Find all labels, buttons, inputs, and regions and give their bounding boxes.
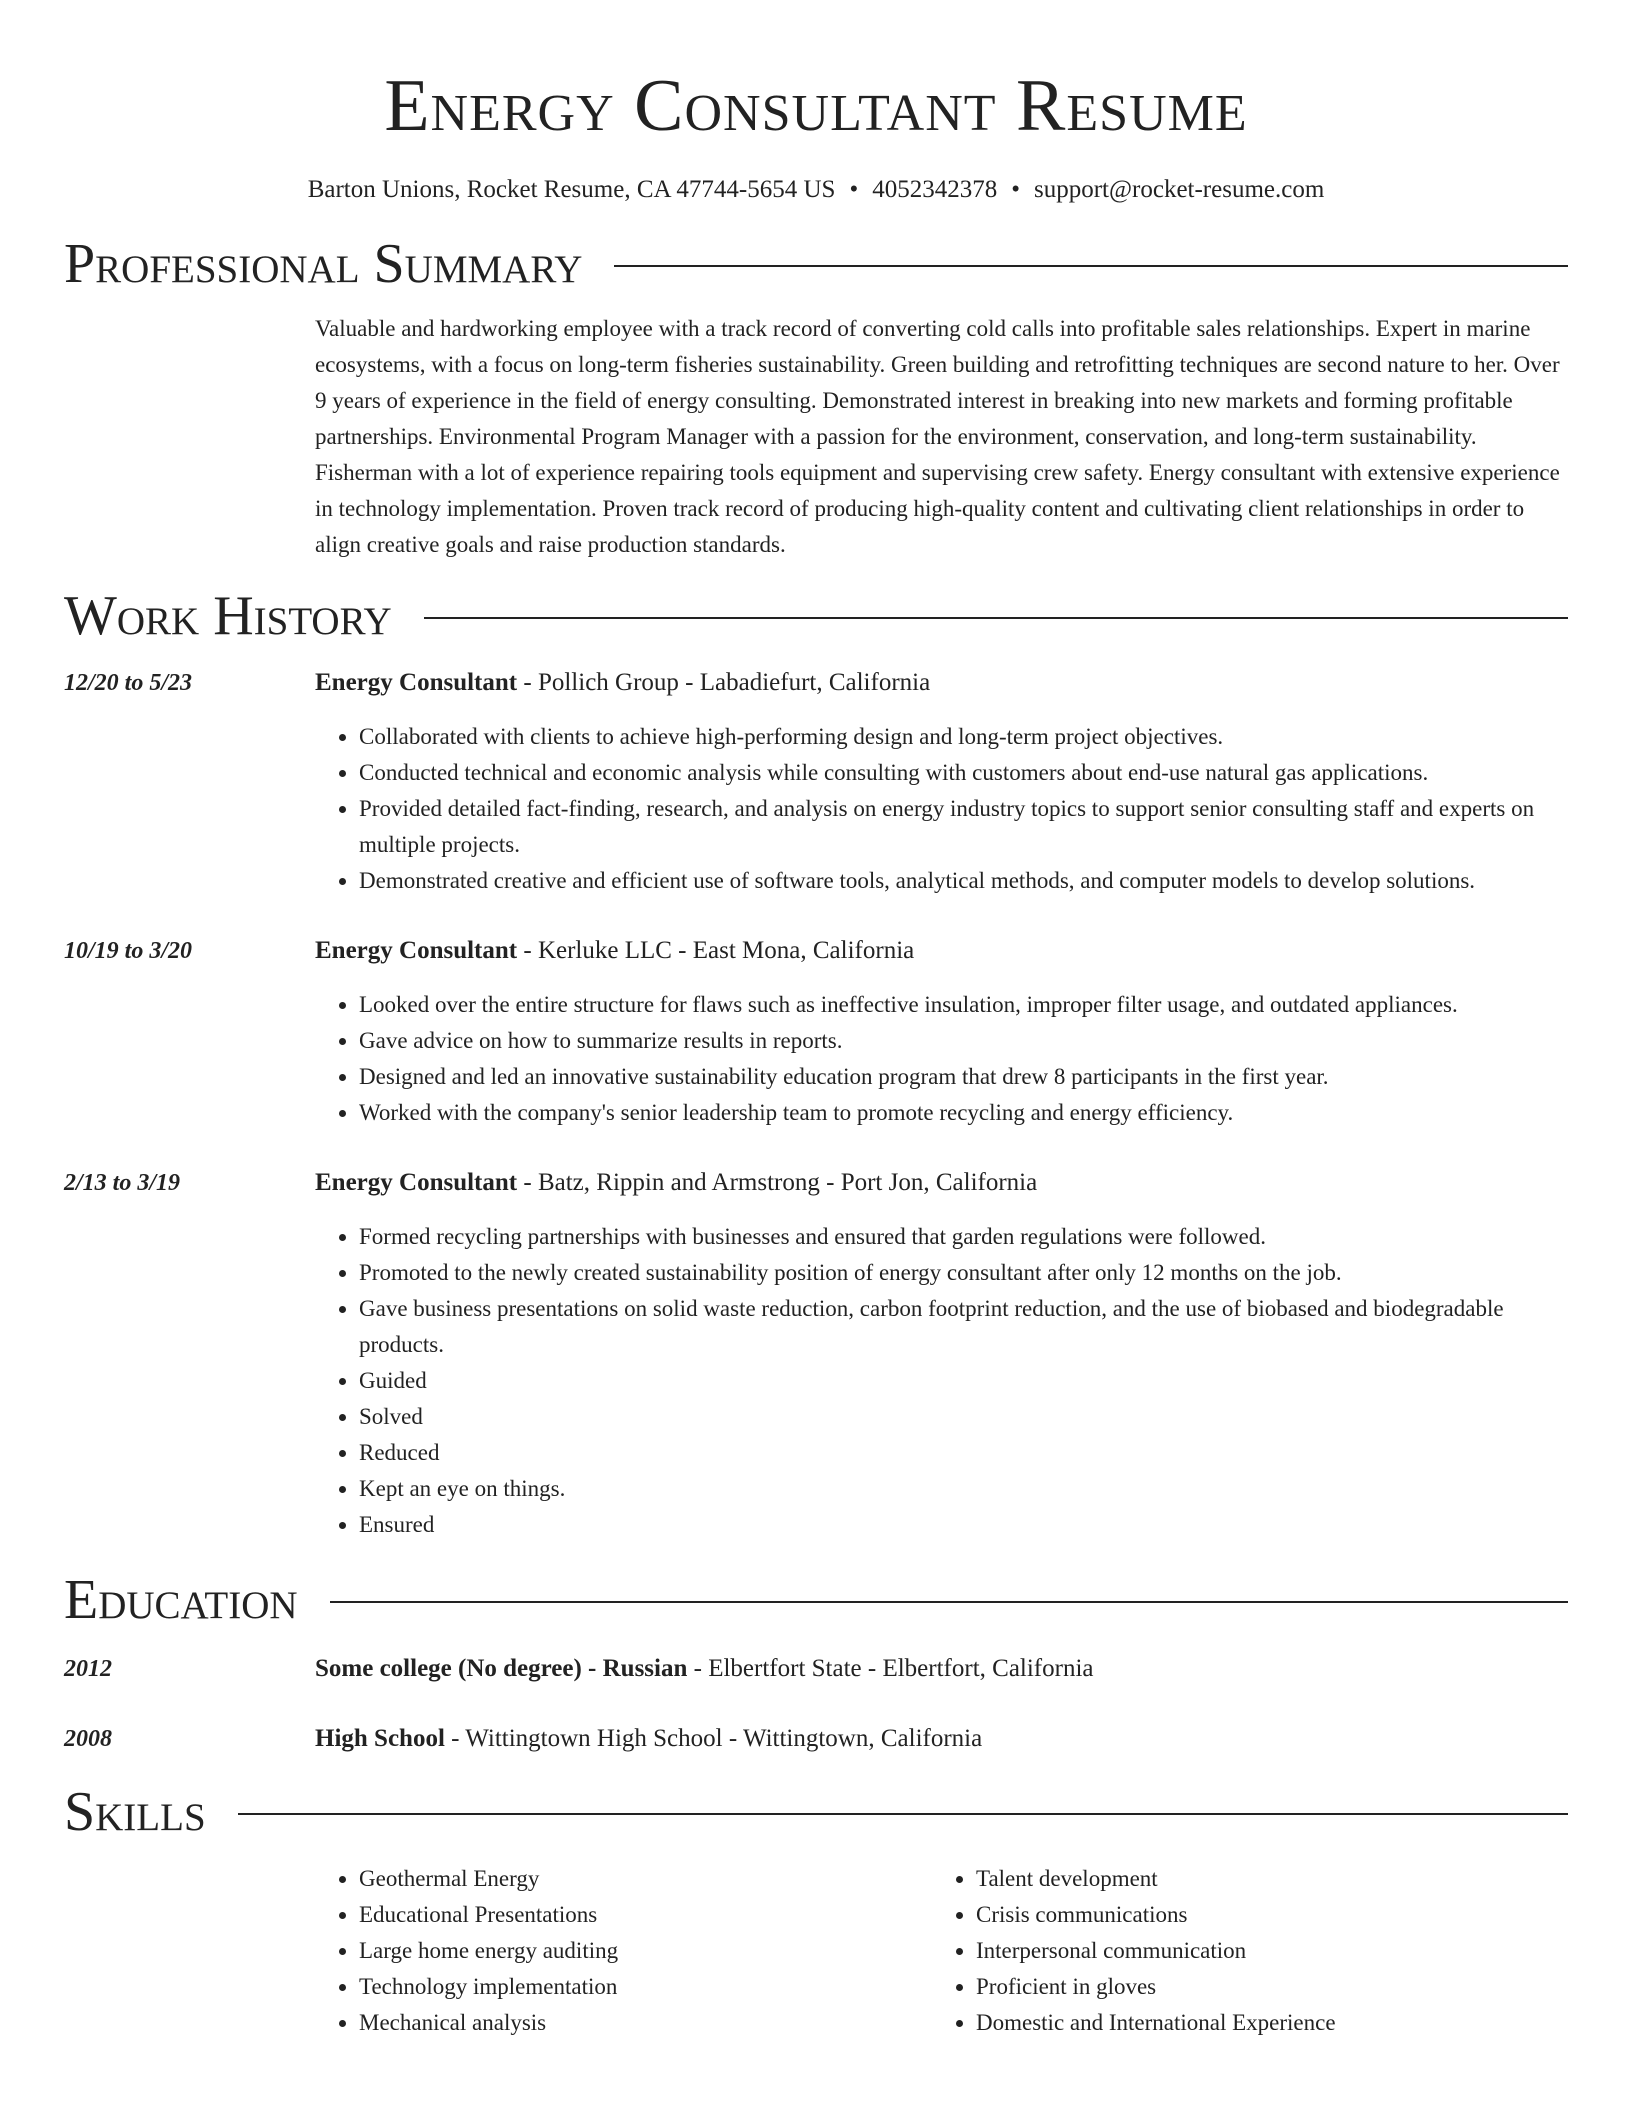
education-section-header	[64, 1567, 1568, 1633]
job-details: - Batz, Rippin and Armstrong - Port Jon, California	[517, 1169, 1038, 1196]
contact-address: Barton Unions, Rocket Resume, CA 47744-5654 US	[307, 176, 836, 203]
contact-separator: •	[849, 176, 859, 203]
skills-column-2	[932, 1861, 1549, 2041]
job-bullet: • Gave business presentations on solid waste reduction, carbon footprint reduction, and the use of biobased and biodegradable products.	[359, 1291, 1568, 1363]
job-dates: 10/19 to 3/20	[64, 938, 193, 964]
job-bullet: • Provided detailed fact-finding, research, and analysis on energy industry topics to support senior consulting staff and experts on multiple projects.	[359, 791, 1568, 863]
education-year: 2012	[64, 1656, 112, 1682]
education-details: - Elbertfort State - Elbertfort, California	[687, 1655, 1094, 1682]
job-bullet: • Promoted to the newly created sustainability position of energy consultant after only 12 months on the job.	[359, 1255, 1568, 1291]
education-degree: High School	[315, 1725, 445, 1752]
skills-list	[315, 1861, 1568, 2041]
skill-item: • Geothermal Energy	[359, 1861, 932, 1897]
section-divider	[330, 1601, 1568, 1603]
job-details: - Pollich Group - Labadiefurt, California	[517, 669, 931, 696]
education-heading: Education	[64, 1569, 298, 1631]
job-role-line	[315, 933, 1568, 969]
job-bullet: • Worked with the company's senior leadership team to promote recycling and energy efficiency.	[359, 1095, 1568, 1131]
education-entry	[64, 1721, 1568, 1757]
job-bullet: • Looked over the entire structure for flaws such as ineffective insulation, improper filter usage, and outdated appliances.	[359, 987, 1568, 1023]
education-list	[64, 1651, 1568, 1757]
job-entry	[64, 1165, 1568, 1543]
education-year: 2008	[64, 1726, 112, 1752]
summary-section-header	[64, 231, 1568, 297]
job-title: Energy Consultant	[315, 669, 518, 696]
education-entry	[64, 1651, 1568, 1687]
job-bullet: • Designed and led an innovative sustainability education program that drew 8 participants in the first year.	[359, 1059, 1568, 1095]
summary-text: Valuable and hardworking employee with a track record of converting cold calls into profitable sales relationships. Expert in marine ecosystems, with a focus on long-term fisheries sustainability. Green building and retrofitting techniques are second nature to her. Over 9 years of experience in the field of energy consulting. Demonstrated interest in breaking into new markets and forming profitable partnerships. Environmental Program Manager with a passion for the environment, conservation, and long-term sustainability. Fisherman with a lot of experience repairing tools equipment and supervising crew safety. Energy consultant with extensive experience in technology implementation. Proven track record of producing high-quality content and cultivating client relationships in order to align creative goals and raise production standards.	[315, 316, 1560, 557]
job-bullet: • Reduced	[359, 1435, 1568, 1471]
section-divider	[238, 1813, 1568, 1815]
job-bullet: • Formed recycling partnerships with businesses and ensured that garden regulations were followed.	[359, 1219, 1568, 1255]
job-entry	[64, 933, 1568, 1131]
job-bullet: • Guided	[359, 1363, 1568, 1399]
job-bullet: • Conducted technical and economic analysis while consulting with customers about end-use natural gas applications.	[359, 755, 1568, 791]
job-bullet: • Solved	[359, 1399, 1568, 1435]
work-heading: Work History	[64, 585, 392, 647]
section-divider	[614, 265, 1568, 267]
job-bullets	[315, 719, 1568, 899]
skills-heading: Skills	[64, 1781, 206, 1843]
job-dates: 12/20 to 5/23	[64, 670, 193, 696]
job-bullet: • Kept an eye on things.	[359, 1471, 1568, 1507]
skill-item: • Domestic and International Experience	[976, 2005, 1549, 2041]
work-section-header	[64, 583, 1568, 649]
job-title: Energy Consultant	[315, 937, 518, 964]
resume-title: Energy Consultant Resume	[384, 65, 1248, 147]
job-role-line	[315, 1165, 1568, 1201]
job-title: Energy Consultant	[315, 1169, 518, 1196]
contact-line	[64, 173, 1568, 207]
education-degree: Some college (No degree) - Russian	[315, 1655, 688, 1682]
skill-item: • Crisis communications	[976, 1897, 1549, 1933]
skill-item: • Talent development	[976, 1861, 1549, 1897]
job-entry	[64, 665, 1568, 899]
contact-separator: •	[1011, 176, 1020, 203]
skill-item: • Mechanical analysis	[359, 2005, 932, 2041]
skill-item: • Large home energy auditing	[359, 1933, 932, 1969]
job-bullet: • Ensured	[359, 1507, 1568, 1543]
job-bullets	[315, 987, 1568, 1131]
job-role-line	[315, 665, 1568, 701]
skills-section-header	[64, 1779, 1568, 1845]
job-bullet: • Gave advice on how to summarize results in reports.	[359, 1023, 1568, 1059]
summary-heading: Professional Summary	[64, 233, 583, 295]
job-bullet: • Demonstrated creative and efficient use of software tools, analytical methods, and computer models to develop solutions.	[359, 863, 1568, 899]
skill-item: • Proficient in gloves	[976, 1969, 1549, 2005]
job-bullets	[315, 1219, 1568, 1543]
contact-email: support@rocket-resume.com	[1034, 176, 1325, 203]
job-bullet: • Collaborated with clients to achieve high-performing design and long-term project objectives.	[359, 719, 1568, 755]
job-details: - Kerluke LLC - East Mona, California	[517, 937, 915, 964]
resume-page	[64, 0, 1568, 2041]
contact-phone: 4052342378	[872, 176, 998, 203]
skill-item: • Technology implementation	[359, 1969, 932, 2005]
job-list	[64, 665, 1568, 1543]
job-dates: 2/13 to 3/19	[64, 1170, 181, 1196]
education-details: - Wittingtown High School - Wittingtown, California	[444, 1725, 983, 1752]
skill-item: • Interpersonal communication	[976, 1933, 1549, 1969]
skills-column-1	[315, 1861, 932, 2041]
skill-item: • Educational Presentations	[359, 1897, 932, 1933]
section-divider	[424, 617, 1568, 619]
